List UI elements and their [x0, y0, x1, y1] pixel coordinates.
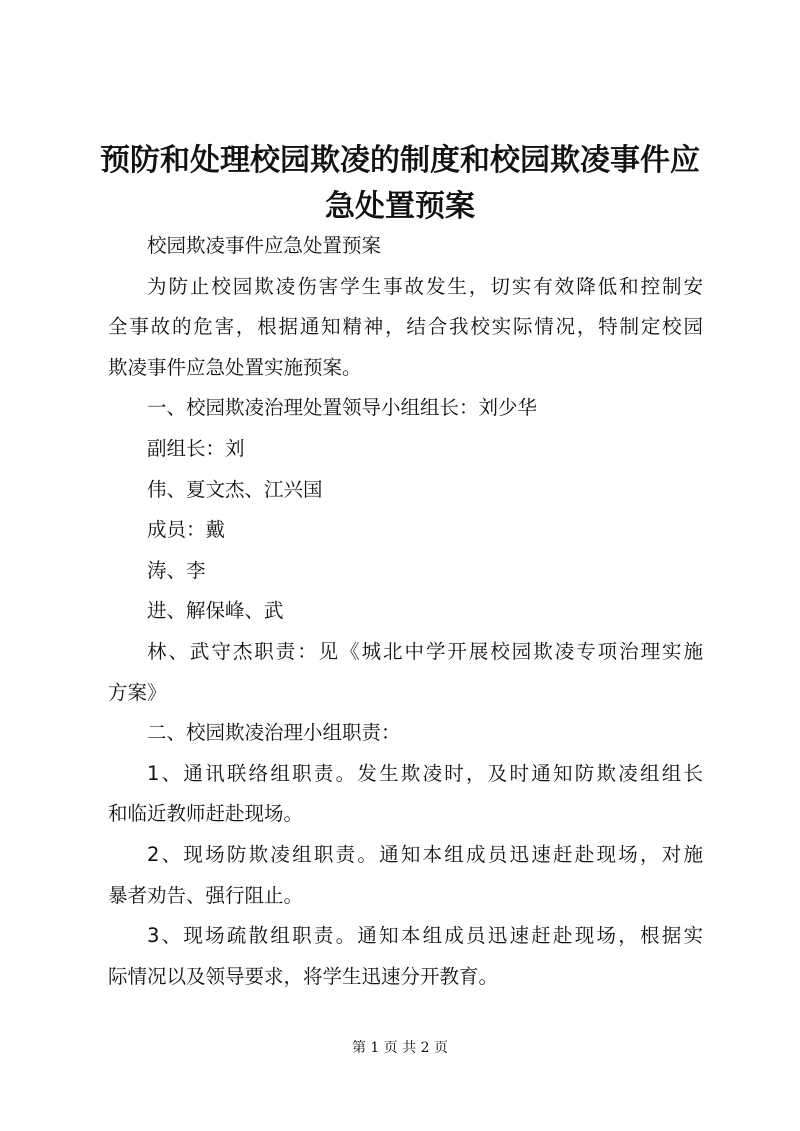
paragraph-line: 欺凌事件应急处置实施预案。 [108, 355, 362, 379]
paragraph-line: 伟、夏文杰、江兴国 [147, 477, 323, 501]
paragraph-line: 林、武守杰职责：见《城北中学开展校园欺凌专项治理实施 [147, 639, 703, 663]
paragraph-line: 2、现场防欺凌组职责。通知本组成员迅速赶赴现场，对施 [147, 842, 703, 866]
paragraph-line: 涛、李 [147, 558, 206, 582]
title-line-2: 急处置预案 [325, 189, 475, 224]
document-body [108, 226, 703, 997]
document-title [100, 138, 700, 230]
paragraph-line: 和临近教师赶赴现场。 [108, 802, 304, 826]
paragraph-line: 暴者劝告、强行阻止。 [108, 883, 304, 907]
paragraph-line: 际情况以及领导要求，将学生迅速分开教育。 [108, 964, 499, 988]
paragraph-line: 1、通讯联络组职责。发生欺凌时，及时通知防欺凌组组长 [147, 761, 703, 785]
paragraph-line: 成员：戴 [147, 518, 226, 542]
paragraph-line: 一、校园欺凌治理处置领导小组组长：刘少华 [147, 396, 538, 420]
paragraph-line: 全事故的危害，根据通知精神，结合我校实际情况，特制定校园 [108, 315, 703, 339]
paragraph-line: 二、校园欺凌治理小组职责： [147, 721, 401, 745]
section-heading: 校园欺凌事件应急处置预案 [147, 234, 382, 257]
paragraph-line: 进、解保峰、武 [147, 599, 284, 623]
paragraph-line: 为防止校园欺凌伤害学生事故发生，切实有效降低和控制安 [147, 274, 703, 298]
paragraph-line: 方案》 [108, 680, 167, 704]
paragraph-line: 副组长：刘 [147, 436, 245, 460]
title-line-1: 预防和处理校园欺凌的制度和校园欺凌事件应 [100, 143, 700, 178]
page-number-footer: 第 1 页 共 2 页 [351, 1040, 449, 1056]
paragraph-line: 3、现场疏散组职责。通知本组成员迅速赶赴现场，根据实 [147, 924, 703, 948]
